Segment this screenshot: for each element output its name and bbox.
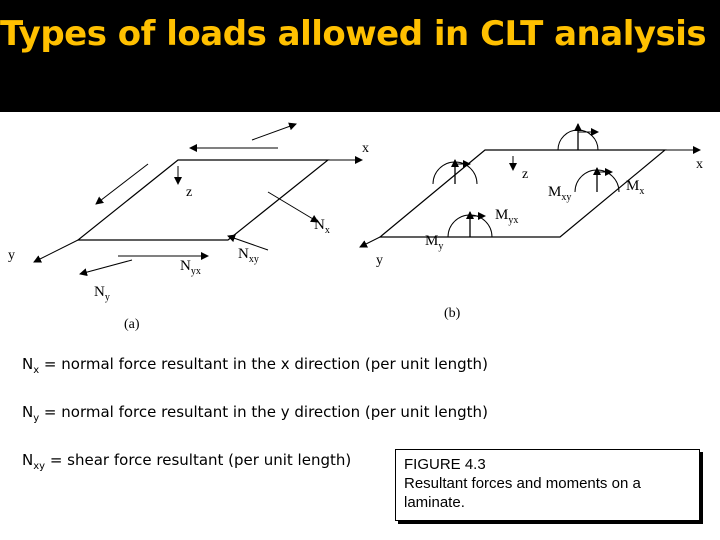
caption-line-1: FIGURE 4.3 [404,456,486,473]
nxy-label: $N_{xy}$ [238,246,259,265]
definition-nxy [22,451,351,472]
caption-line-2: Resultant forces and moments on a [404,475,641,492]
y-axis-arrow-b [360,237,380,247]
nx-label: $N_x$ [314,217,330,236]
ny-arrow [80,260,132,274]
z-label-a: z [186,185,193,200]
nx-left-arrow [96,164,148,204]
panel-b-label: (b) [444,306,461,321]
def-nxy-symbol: N [22,451,34,469]
def-nx-sub: x [33,365,40,376]
caption-line-3: laminate. [404,494,465,511]
mx-label: $M_x$ [626,178,645,197]
def-nxy-text: = shear force resultant (per unit length) [45,451,352,469]
my-label: $M_y$ [425,233,444,252]
y-label-a: y [8,248,15,263]
x-label-b: x [696,157,703,172]
ny-label: $N_y$ [94,284,110,303]
def-ny-text: = normal force resultant in the y direction (per unit length) [39,403,488,421]
nxy-top-arrow [252,124,296,140]
z-label-b: z [522,167,529,182]
mxy-label: $M_{xy}$ [548,184,572,203]
laminate-plate-a [78,160,328,240]
definition-ny [22,403,488,424]
def-nxy-sub: xy [33,461,46,472]
panel-b [360,124,703,321]
nyx-label: $N_{yx}$ [180,258,201,277]
myx-label: $M_{yx}$ [495,207,519,226]
definition-nx [22,355,488,376]
laminate-plate-b [380,150,665,237]
y-axis-arrow-a [34,240,78,262]
def-nx-text: = normal force resultant in the x direction (per unit length) [39,355,488,373]
def-ny-symbol: N [22,403,34,421]
panel-a-label: (a) [124,317,140,332]
def-nx-symbol: N [22,355,34,373]
x-label-a: x [362,141,369,156]
figure-caption [395,449,700,521]
title-bar [0,0,720,112]
panel-a [8,124,369,332]
def-ny-sub: y [33,413,40,424]
figure-diagram [0,112,720,340]
nx-right-arrow [268,192,318,222]
slide-title: Types of loads allowed in CLT analysis [0,14,707,54]
y-label-b: y [376,253,383,268]
